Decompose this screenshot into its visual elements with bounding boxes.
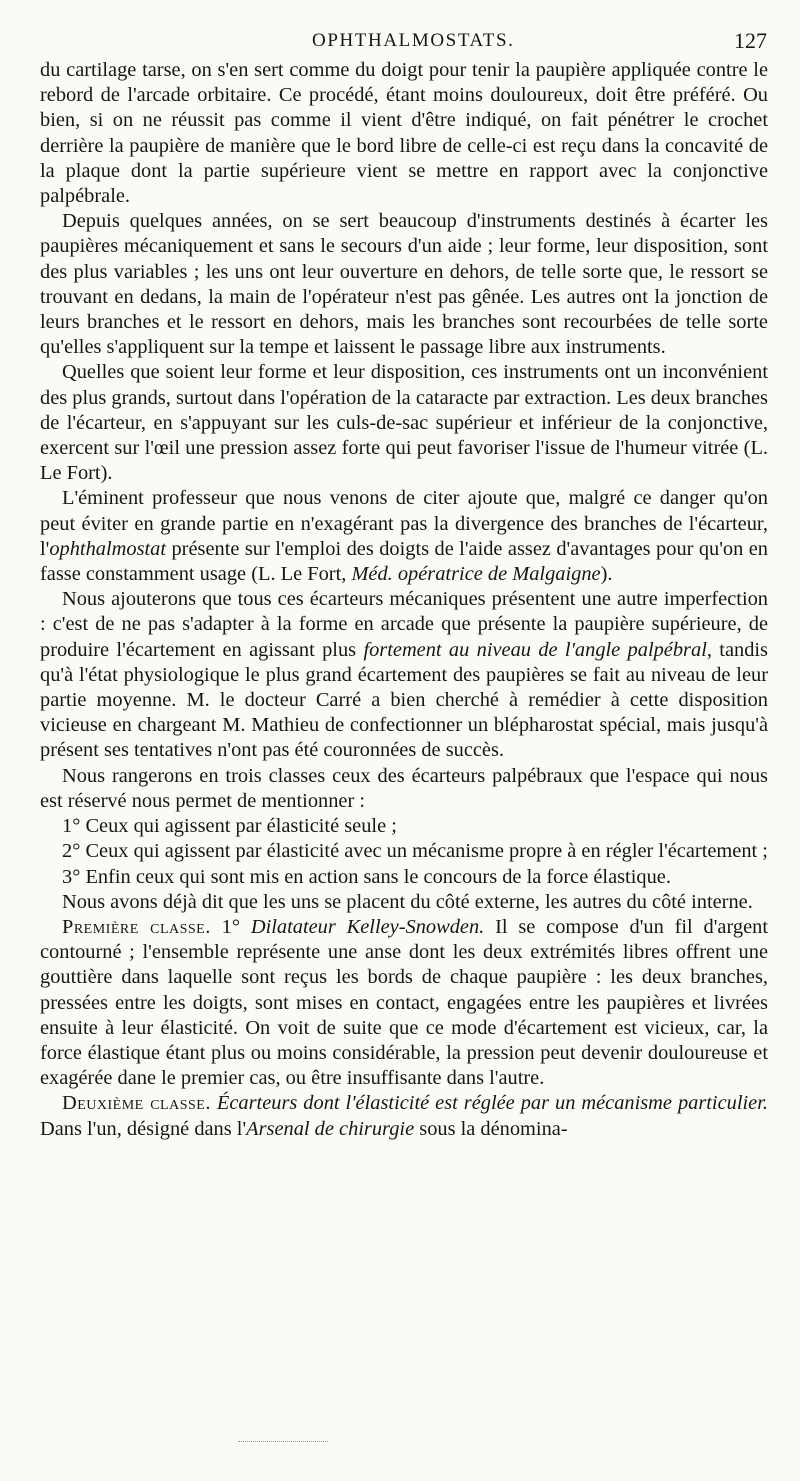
paragraph-4-text-3: ). bbox=[600, 563, 613, 586]
paragraph-2: Depuis quelques années, on se sert beaucoup d'instruments destinés à écarter les paupières mécaniquement et sans le secours d'un aide ; leur forme, leur disposition, sont des plus variables ; les uns ont leur ouverture en dehors, de telle sorte que, le ressort se trouvant en dedans, la main de l'opérateur n'est pas gênée. Les autres ont la jonction de leurs branches et le ressort en dehors, mais les branches sont recourbées de telle sorte qu'elles s'appliquent sur la tempe et laissent le passage libre aux instruments. bbox=[40, 210, 768, 359]
paragraph-4-text-2: présente sur l'emploi des doigts de l'aide assez d'avantages pour qu'on en fasse constamment usage (L. Le Fort, bbox=[40, 537, 768, 586]
body-text bbox=[40, 58, 768, 1142]
paragraph-4 bbox=[40, 486, 768, 587]
paragraph-second-class bbox=[40, 1091, 768, 1141]
paragraph-second-class-text: Dans l'un, désigné dans l' bbox=[40, 1117, 247, 1140]
paragraph-1: du cartilage tarse, on s'en sert comme du doigt pour tenir la paupière appliquée contre le rebord de l'arcade orbitaire. Ce procédé, étant moins douloureux, doit être préféré. Ou bien, si on ne réussit pas comme il vient d'être indiqué, on fait pénétrer le crochet derrière la paupière de manière que le bord libre de celle-ci est reçu dans la concavité de la plaque dont la partie supérieure vient se mettre en rapport avec la conjonctive palpébrale. bbox=[40, 59, 768, 208]
paragraph-4-text: L'éminent professeur que nous venons de citer ajoute que, malgré ce danger qu'on peut éviter en grande partie en n'exagérant pas la divergence des branches de l'écarteur, l' bbox=[40, 487, 768, 560]
instrument-title: Dilatateur Kelley-Snowden. bbox=[250, 915, 485, 938]
paragraph-4-italic-term: ophthalmostat bbox=[49, 537, 167, 560]
paragraph-7: Nous avons déjà dit que les uns se placent du côté externe, les autres du côté interne. bbox=[62, 890, 753, 913]
section-label-first-class: Première classe. bbox=[62, 915, 211, 938]
paragraph-5-text-2: , tandis qu'à l'état physiologique le plus grand écartement des paupières se fait au niveau de leur partie moyenne. M. le docteur Carré a bien cherché à remédier à cette disposition vicieuse en chargeant M. Mathieu de confectionner un blépharostat spécial, mais jusqu'à présent ses tentatives n'ont pas été couronnées de succès. bbox=[40, 638, 768, 762]
paragraph-5 bbox=[40, 587, 768, 763]
paragraph-3: Quelles que soient leur forme et leur disposition, ces instruments ont un inconvénient des plus grands, surtout dans l'opération de la cataracte par extraction. Les deux branches de l'écarteur, en s'appuyant sur les culs-de-sac supérieur et inférieur de la conjonctive, exercent sur l'œil une pression assez forte qui peut favoriser l'issue de l'humeur vitrée (L. Le Fort). bbox=[40, 361, 768, 485]
running-head: OPHTHALMOSTATS. bbox=[312, 30, 515, 51]
book-title-italic: Arsenal de chirurgie bbox=[246, 1117, 415, 1140]
paragraph-first-class-text: Il se compose d'un fil d'argent contourné ; l'ensemble représente une anse dont les deux extrémités libres offrent une gouttière dans laquelle sont reçus les bords de chaque paupière : les deux branches, pressées entre les doigts, sont mises en contact, engagées entre les paupières et livrées ensuite à leur élasticité. On voit de suite que ce mode d'écartement est vicieux, car, la force élastique étant plus ou moins considérable, la pression peut devenir douloureuse et exagérée dane le premier cas, ou être insuffisante dans l'autre. bbox=[40, 915, 768, 1090]
numeral: 1° bbox=[210, 915, 251, 938]
section-label-second-class: Deuxième classe. bbox=[62, 1092, 211, 1115]
page-number: 127 bbox=[734, 28, 767, 53]
paragraph-5-text: Nous ajouterons que tous ces écarteurs mécaniques présentent une autre imperfection : c'est de ne pas s'adapter à la forme en arcade que présente la paupière supérieure, de produire l'écartement en agissant plus bbox=[40, 588, 768, 661]
paragraph-first-class bbox=[40, 915, 768, 1091]
list-item-2: 2° Ceux qui agissent par élasticité avec un mécanisme propre à en régler l'écartement ; bbox=[62, 840, 768, 863]
page-header bbox=[0, 26, 800, 58]
paragraph-6: Nous rangerons en trois classes ceux des écarteurs palpébraux que l'espace qui nous est réservé nous permet de mentionner : bbox=[40, 764, 768, 812]
section-title-second-class: Écarteurs dont l'élasticité est réglée par un mécanisme particulier. bbox=[210, 1092, 768, 1115]
footer-rule bbox=[238, 1441, 328, 1442]
paragraph-second-class-text-2: sous la dénomina- bbox=[414, 1117, 568, 1140]
paragraph-5-italic: fortement au niveau de l'angle palpébral bbox=[363, 638, 707, 661]
list-item-1: 1° Ceux qui agissent par élasticité seule ; bbox=[62, 815, 397, 838]
list-item-3: 3° Enfin ceux qui sont mis en action sans le concours de la force élastique. bbox=[62, 865, 671, 888]
paragraph-4-citation: Méd. opératrice de Malgaigne bbox=[351, 563, 601, 586]
